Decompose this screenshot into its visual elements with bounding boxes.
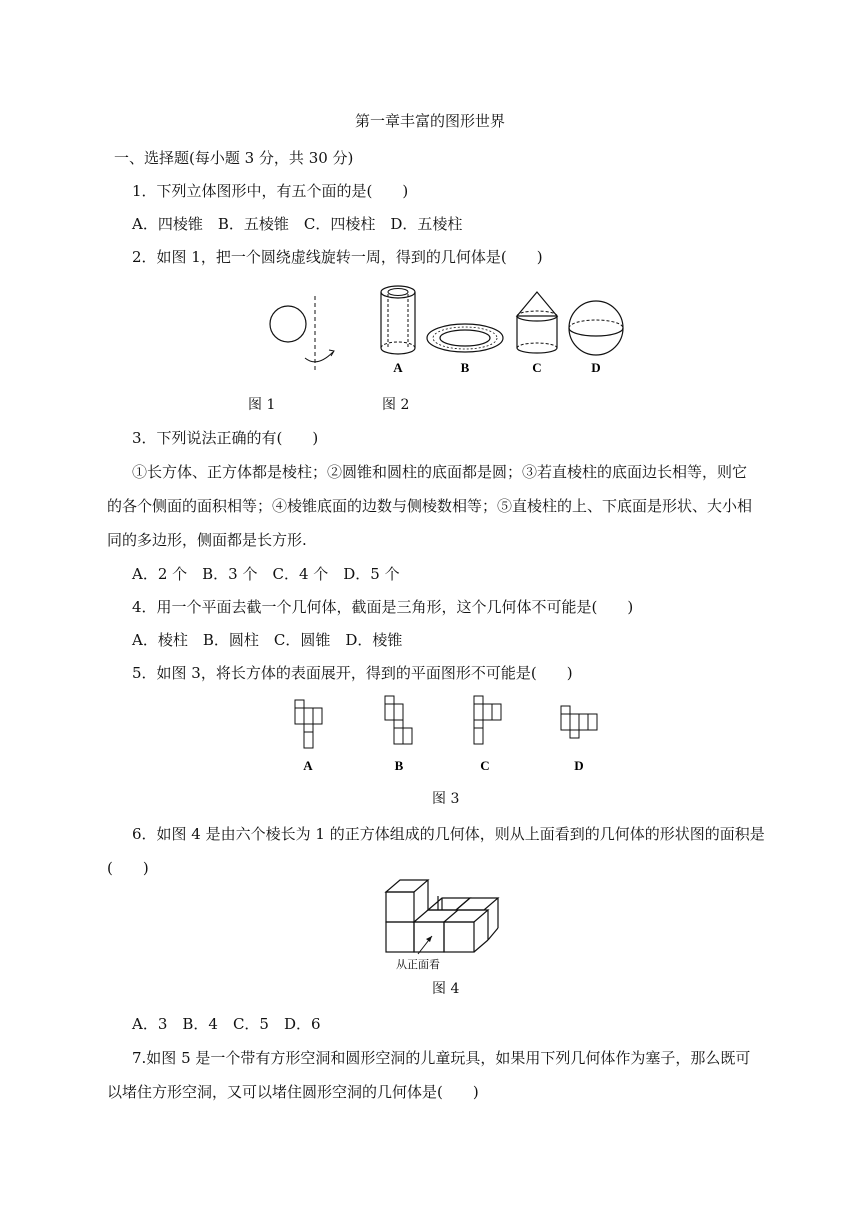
page-title: 第一章丰富的图形世界 [354, 112, 505, 130]
figure-2-option-d-sphere [569, 301, 623, 355]
figure-4-cubes [380, 878, 510, 972]
figure-1-caption: 图 1 [248, 397, 276, 413]
q1-stem: 1．下列立体图形中，有五个面的是( ) [132, 182, 409, 200]
q6-stem: 6．如图 4 是由六个棱长为 1 的正方体组成的几何体，则从上面看到的几何体的形状图的面积是 [132, 825, 765, 843]
figure-3-label-a: A [303, 758, 313, 773]
figure-3-label-b: B [394, 758, 404, 773]
figure-3-caption: 图 3 [432, 791, 460, 807]
figure-1-2 [255, 278, 640, 378]
q6-stem-blank: ( ) [107, 859, 149, 877]
q1-options: A．四棱锥 B．五棱锥 C．四棱柱 D．五棱柱 [132, 215, 463, 233]
q4-stem: 4．用一个平面去截一个几何体，截面是三角形，这个几何体不可能是( ) [132, 598, 634, 616]
q4-options: A．棱柱 B．圆柱 C．圆锥 D．棱锥 [132, 631, 403, 649]
figure-2-label-c: C [532, 360, 542, 375]
q3-options: A．2 个 B．3 个 C．4 个 D．5 个 [132, 565, 400, 583]
figure-2-option-a-hollow-cylinder [381, 286, 415, 354]
figure-3-net-a [295, 700, 322, 748]
figure-2-label-a: A [393, 360, 403, 375]
q5-stem: 5．如图 3，将长方体的表面展开，得到的平面图形不可能是( ) [132, 664, 573, 682]
figure-2-label-d: D [591, 360, 601, 375]
figure-3-net-b [385, 696, 412, 744]
figure-2-option-c-cone-cylinder [517, 292, 557, 353]
figure-2-label-b: B [460, 360, 470, 375]
figure-4-front-view-label: 从正面看 [396, 959, 440, 971]
q3-stem: 3．下列说法正确的有( ) [132, 429, 319, 447]
q7-stem: 7.如图 5 是一个带有方形空洞和圆形空洞的儿童玩具，如果用下列几何体作为塞子，那么既可 [132, 1049, 751, 1067]
figure-1-circle [270, 296, 334, 370]
figure-3-label-d: D [574, 758, 584, 773]
q7-stem-line2: 以堵住方形空洞，又可以堵住圆形空洞的几何体是( ) [107, 1083, 479, 1101]
figure-2-option-b-torus [427, 324, 503, 352]
q3-body-line2: 的各个侧面的面积相等；④棱锥底面的边数与侧棱数相等；⑤直棱柱的上、下底面是形状、大小相 [107, 497, 753, 515]
figure-2-caption: 图 2 [382, 397, 410, 413]
figure-3-label-c: C [480, 758, 490, 773]
figure-3-net-d [561, 706, 597, 738]
figure-3-net-c [474, 696, 501, 744]
q6-options: A．3 B．4 C．5 D．6 [132, 1015, 321, 1033]
figure-4-caption: 图 4 [432, 981, 460, 997]
q3-body-line1: ①长方体、正方体都是棱柱；②圆锥和圆柱的底面都是圆；③若直棱柱的底面边长相等，则它 [132, 463, 748, 481]
figure-3-nets [285, 692, 605, 774]
section-heading: 一、选择题(每小题 3 分，共 30 分) [114, 149, 354, 167]
q2-stem: 2．如图 1，把一个圆绕虚线旋转一周，得到的几何体是( ) [132, 248, 543, 266]
q3-body-line3: 同的多边形，侧面都是长方形. [107, 531, 307, 549]
